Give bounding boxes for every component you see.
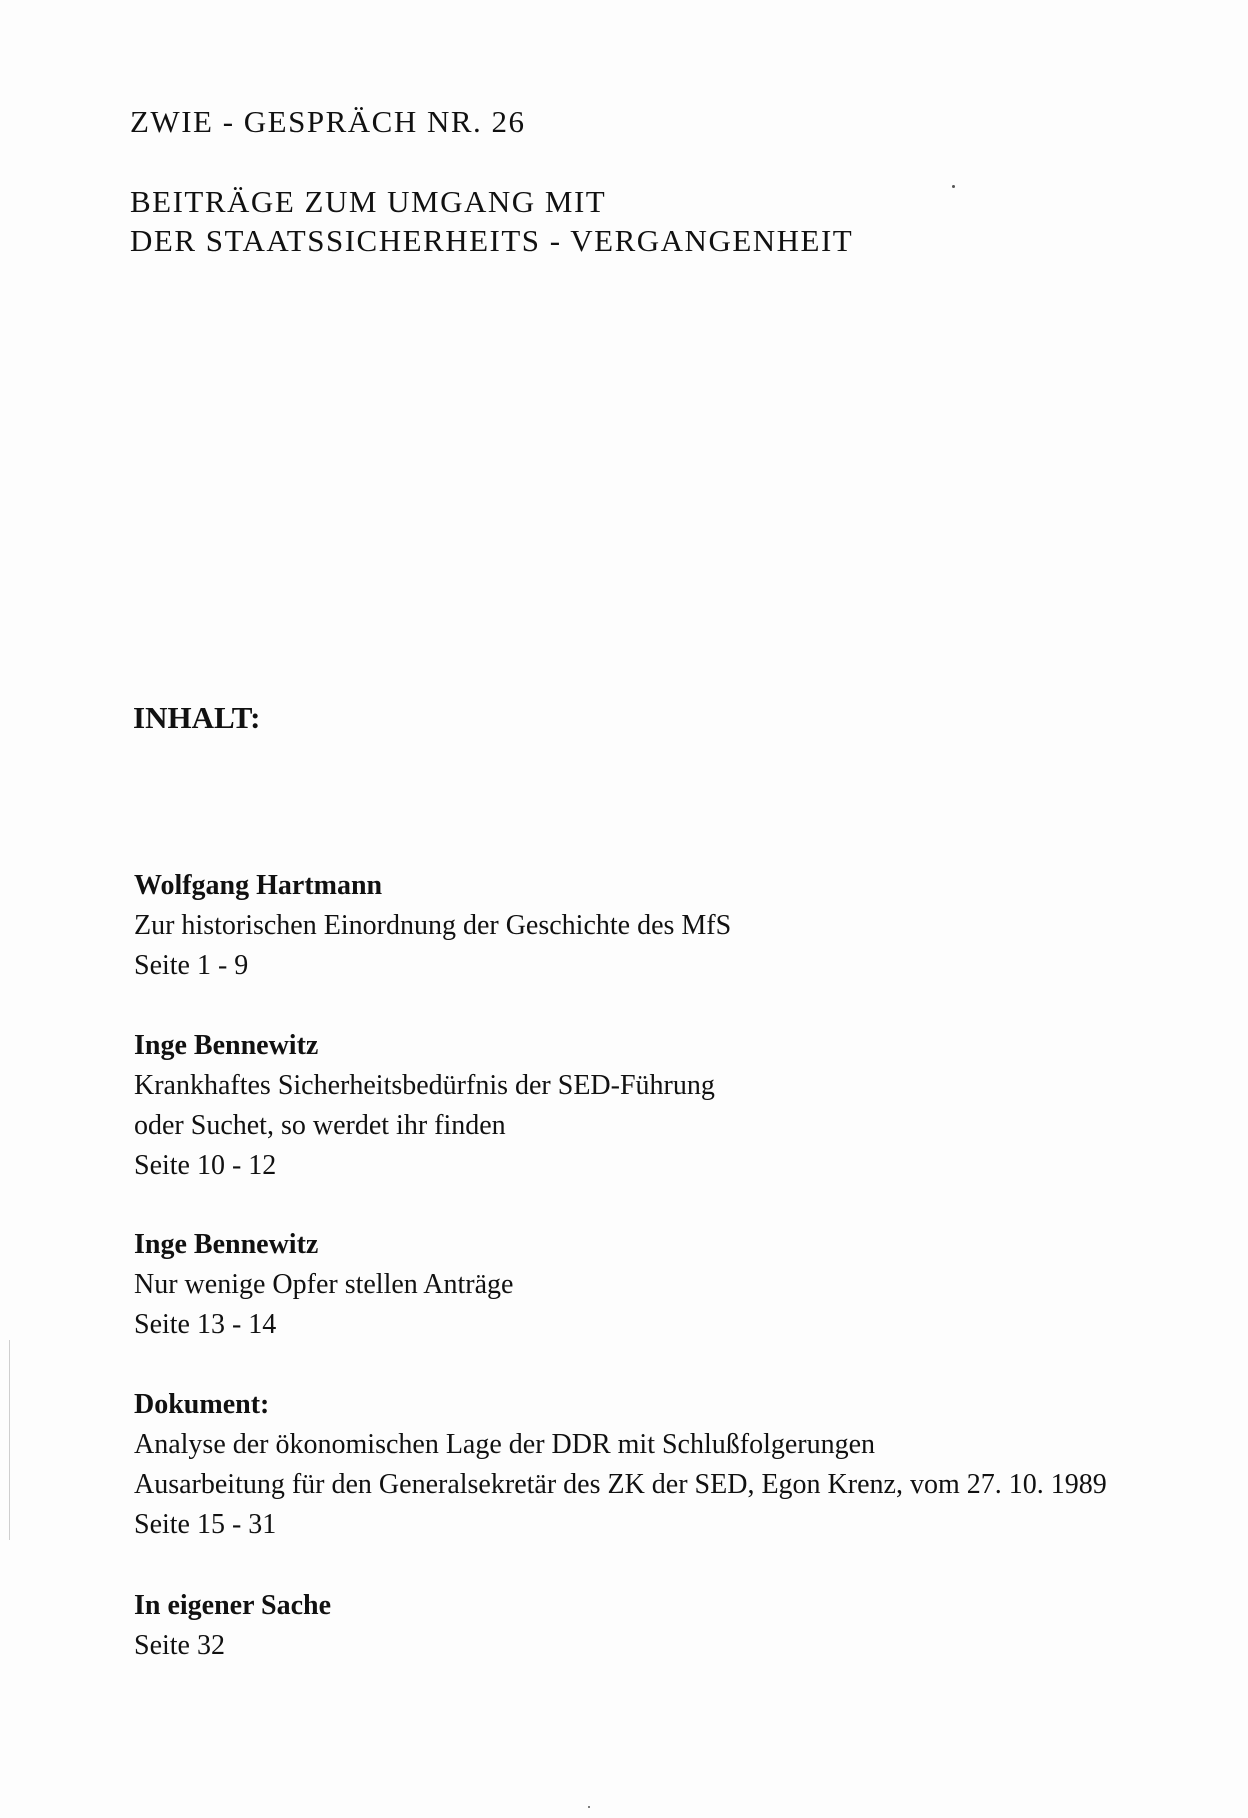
scan-edge-line (9, 1340, 10, 1540)
entry-author: Wolfgang Hartmann (134, 870, 383, 901)
entry-pages: Seite 15 - 31 (134, 1509, 277, 1540)
entry-pages: Seite 1 - 9 (134, 950, 249, 981)
entry-title-line: Nur wenige Opfer stellen Anträge (134, 1269, 514, 1300)
entry-title-line: Ausarbeitung für den Generalsekretär des ZK der SED, Egon Krenz, vom 27. 10. 1989 (134, 1469, 1107, 1500)
contents-entry (134, 1586, 1214, 1666)
entry-author: Dokument: (134, 1389, 270, 1420)
entry-title-line: oder Suchet, so werdet ihr finden (134, 1110, 506, 1141)
contents-entry (134, 1026, 1214, 1186)
contents-entry (134, 1385, 1214, 1545)
scan-speck (952, 185, 955, 188)
entry-title-line: Zur historischen Einordnung der Geschichte des MfS (134, 910, 732, 941)
subtitle-line-1: BEITRÄGE ZUM UMGANG MIT (130, 184, 607, 219)
scan-speck (588, 1806, 590, 1808)
entry-pages: Seite 32 (134, 1630, 225, 1661)
subtitle-line-2: DER STAATSSICHERHEITS - VERGANGENHEIT (130, 223, 854, 258)
entry-title-line: Krankhaftes Sicherheitsbedürfnis der SED-Führung (134, 1070, 715, 1101)
contents-heading: INHALT: (133, 700, 261, 735)
entry-author: In eigener Sache (134, 1590, 332, 1621)
entry-author: Inge Bennewitz (134, 1229, 319, 1260)
entry-pages: Seite 10 - 12 (134, 1150, 277, 1181)
contents-entry (134, 1225, 1214, 1345)
contents-entry (134, 866, 1214, 986)
entry-author: Inge Bennewitz (134, 1030, 319, 1061)
series-title: ZWIE - GESPRÄCH NR. 26 (130, 104, 526, 139)
entry-title-line: Analyse der ökonomischen Lage der DDR mit Schlußfolgerungen (134, 1429, 876, 1460)
entry-pages: Seite 13 - 14 (134, 1309, 277, 1340)
